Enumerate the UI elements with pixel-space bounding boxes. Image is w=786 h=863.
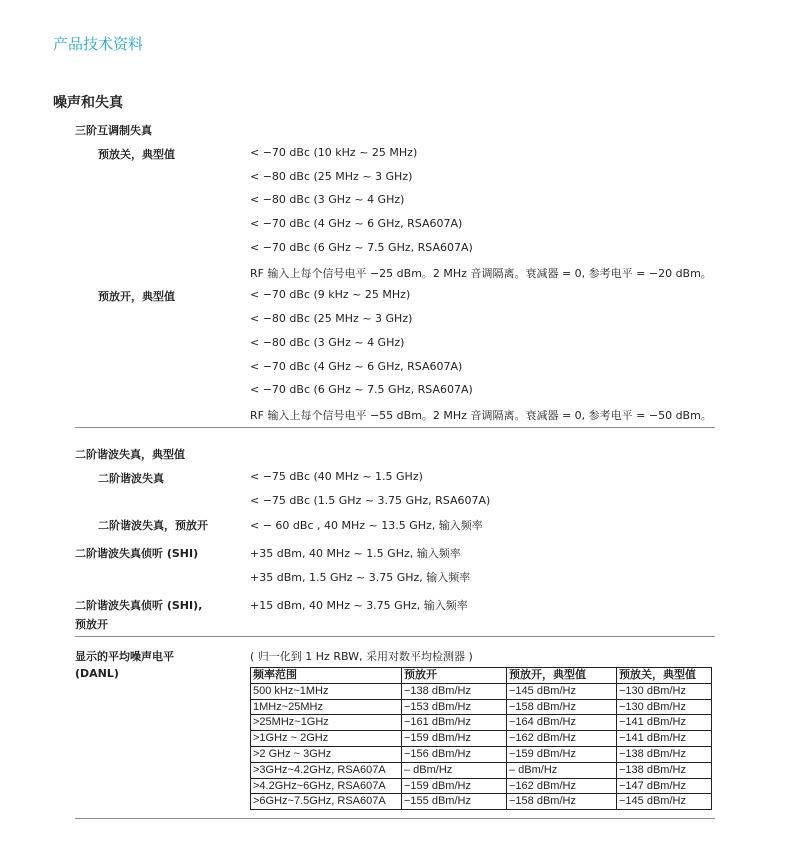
table-cell: – dBm/Hz [507, 762, 617, 778]
table-row [251, 699, 712, 715]
divider [75, 636, 715, 637]
spec-value: < −80 dBc (3 GHz ~ 4 GHz) [250, 336, 405, 349]
page-title: 产品技术资料 [53, 35, 144, 53]
column-header: 预放开，典型值 [507, 668, 617, 684]
table-cell: −159 dBm/Hz [402, 731, 507, 747]
spec-value: +35 dBm, 40 MHz ~ 1.5 GHz, 输入频率 [250, 547, 461, 560]
spec-value: < −75 dBc (1.5 GHz ~ 3.75 GHz, RSA607A) [250, 494, 491, 507]
table-cell: >2 GHz ~ 3GHz [251, 746, 402, 762]
danl-table [250, 667, 712, 810]
table-cell: >4.2GHz~6GHz, RSA607A [251, 778, 402, 794]
spec-value: < −70 dBc (4 GHz ~ 6 GHz, RSA607A) [250, 217, 463, 230]
spec-value: < −80 dBc (25 MHz ~ 3 GHz) [250, 312, 413, 325]
table-row [251, 746, 712, 762]
section-title: 噪声和失真 [53, 95, 123, 111]
spec-value: < −80 dBc (25 MHz ~ 3 GHz) [250, 170, 413, 183]
table-cell: >6GHz~7.5GHz, RSA607A [251, 794, 402, 810]
spec-value: < −70 dBc (6 GHz ~ 7.5 GHz, RSA607A) [250, 241, 473, 254]
column-header: 预放关，典型值 [617, 668, 712, 684]
table-cell: >3GHz~4.2GHz, RSA607A [251, 762, 402, 778]
danl-note: ( 归一化到 1 Hz RBW, 采用对数平均检测器 ) [250, 650, 473, 663]
table-cell: −147 dBm/Hz [617, 778, 712, 794]
table-cell: −155 dBm/Hz [402, 794, 507, 810]
third-order-heading: 三阶互调制失真 [75, 124, 152, 137]
table-cell: −159 dBm/Hz [507, 746, 617, 762]
shi-preamp-label: 二阶谐波失真侦听 (SHI), [75, 599, 203, 612]
spec-value: +15 dBm, 40 MHz ~ 3.75 GHz, 输入频率 [250, 599, 468, 612]
spec-note: RF 输入上每个信号电平 −55 dBm。2 MHz 音调隔离。衰减器 = 0, 参考电平 = −50 dBm。 [250, 409, 712, 422]
divider [75, 818, 715, 819]
table-cell: 1MHz~25MHz [251, 699, 402, 715]
table-cell: −153 dBm/Hz [402, 699, 507, 715]
danl-label-line2: (DANL) [75, 667, 119, 680]
table-header-row [251, 668, 712, 684]
table-cell: −130 dBm/Hz [617, 699, 712, 715]
table-row [251, 794, 712, 810]
divider [75, 427, 715, 428]
preamp-on-label: 预放开，典型值 [98, 290, 175, 303]
table-cell: −138 dBm/Hz [617, 762, 712, 778]
table-cell: −156 dBm/Hz [402, 746, 507, 762]
spec-value: < −80 dBc (3 GHz ~ 4 GHz) [250, 193, 405, 206]
spec-value: +35 dBm, 1.5 GHz ~ 3.75 GHz, 输入频率 [250, 571, 471, 584]
danl-label: 显示的平均噪声电平 [75, 650, 174, 663]
table-cell: >25MHz~1GHz [251, 715, 402, 731]
spec-value: < −70 dBc (10 kHz ~ 25 MHz) [250, 146, 418, 159]
preamp-off-label: 预放关，典型值 [98, 148, 175, 161]
spec-note: RF 输入上每个信号电平 −25 dBm。2 MHz 音调隔离。衰减器 = 0, 参考电平 = −20 dBm。 [250, 267, 712, 280]
shi-preamp-label-line2: 预放开 [75, 618, 108, 631]
shi-label: 二阶谐波失真侦听 (SHI) [75, 547, 199, 560]
table-row [251, 683, 712, 699]
table-cell: −130 dBm/Hz [617, 683, 712, 699]
table-cell: −138 dBm/Hz [617, 746, 712, 762]
table-cell: −162 dBm/Hz [507, 731, 617, 747]
table-row [251, 715, 712, 731]
table-row [251, 731, 712, 747]
table-cell: −141 dBm/Hz [617, 731, 712, 747]
table-cell: 500 kHz~1MHz [251, 683, 402, 699]
column-header: 频率范围 [251, 668, 402, 684]
table-cell: −158 dBm/Hz [507, 794, 617, 810]
second-harmonic-preamp-label: 二阶谐波失真，预放开 [98, 519, 208, 532]
table-cell: −159 dBm/Hz [402, 778, 507, 794]
table-cell: −145 dBm/Hz [617, 794, 712, 810]
table-cell: −138 dBm/Hz [402, 683, 507, 699]
table-cell: −161 dBm/Hz [402, 715, 507, 731]
spec-value: < −70 dBc (6 GHz ~ 7.5 GHz, RSA607A) [250, 383, 473, 396]
spec-value: < − 60 dBc , 40 MHz ~ 13.5 GHz, 输入频率 [250, 519, 483, 532]
table-cell: −158 dBm/Hz [507, 699, 617, 715]
spec-value: < −75 dBc (40 MHz ~ 1.5 GHz) [250, 470, 423, 483]
table-cell: >1GHz ~ 2GHz [251, 731, 402, 747]
table-cell: −141 dBm/Hz [617, 715, 712, 731]
table-row [251, 778, 712, 794]
spec-value: < −70 dBc (9 kHz ~ 25 MHz) [250, 288, 411, 301]
table-cell: −145 dBm/Hz [507, 683, 617, 699]
table-row [251, 762, 712, 778]
second-harmonic-heading: 二阶谐波失真，典型值 [75, 448, 185, 461]
table-cell: −164 dBm/Hz [507, 715, 617, 731]
table-cell: – dBm/Hz [402, 762, 507, 778]
column-header: 预放开 [402, 668, 507, 684]
second-harmonic-label: 二阶谐波失真 [98, 472, 164, 485]
spec-value: < −70 dBc (4 GHz ~ 6 GHz, RSA607A) [250, 360, 463, 373]
table-cell: −162 dBm/Hz [507, 778, 617, 794]
